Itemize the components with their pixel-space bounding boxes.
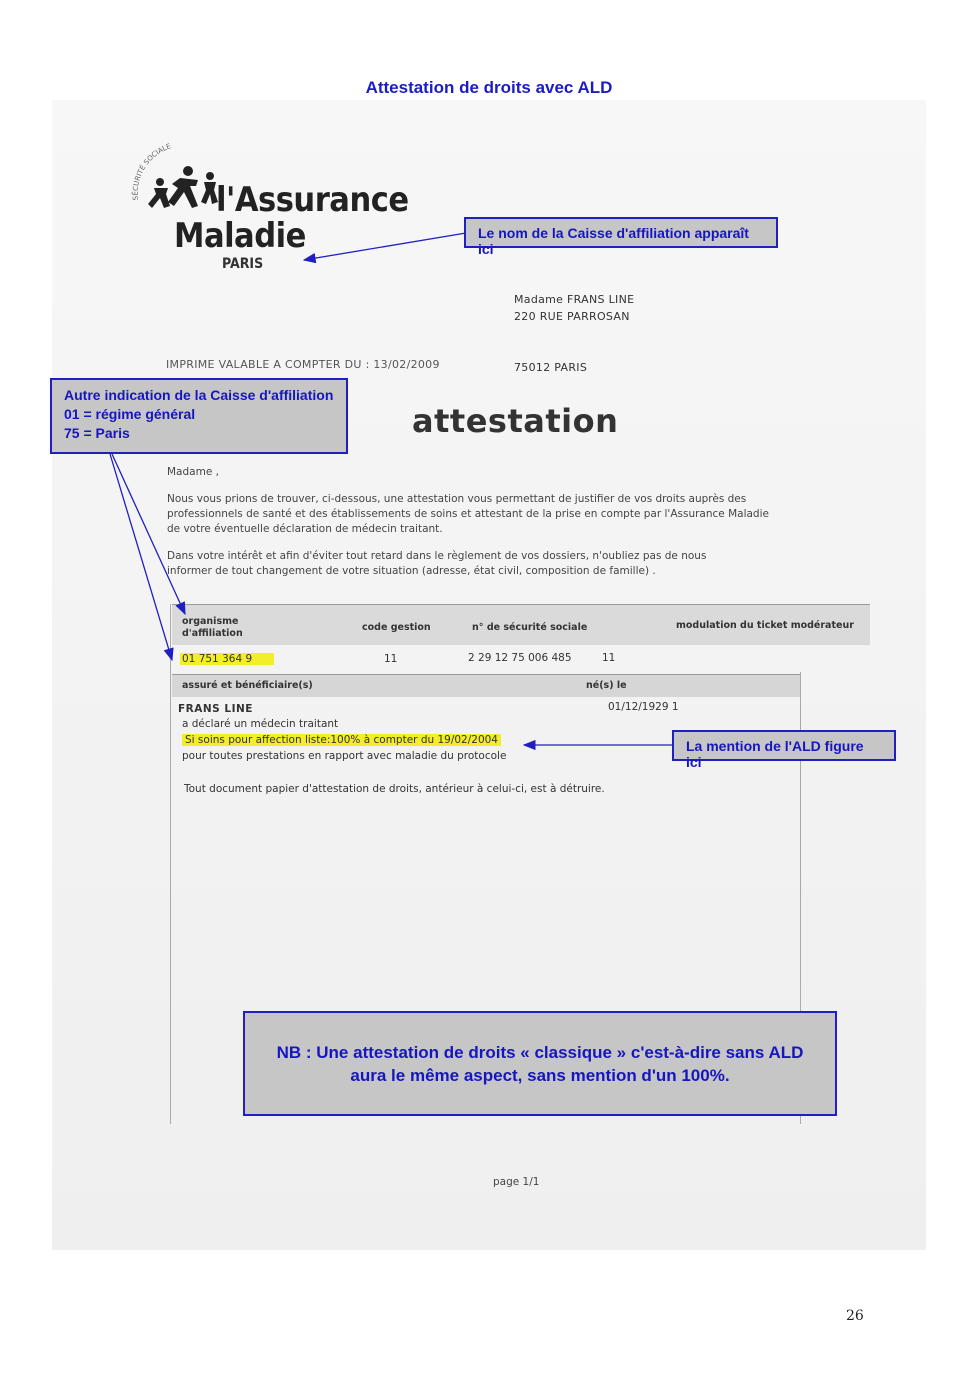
header-ne-le: né(s) le (586, 680, 627, 691)
logo-line2: Maladie (174, 216, 306, 256)
beneficiary-birthdate: 01/12/1929 1 (608, 701, 679, 713)
paragraph-1-line: Nous vous prions de trouver, ci-dessous, une attestation vous permettant de justifier de vos droits auprès des (167, 493, 747, 505)
paragraph-2-line: Dans votre intérêt et afin d'éviter tout retard dans le règlement de vos dossiers, n'oubliez pas de nous (167, 550, 707, 562)
scan-page-label: page 1/1 (493, 1176, 540, 1188)
beneficiary-name: FRANS LINE (178, 703, 253, 715)
assurance-maladie-logo (130, 140, 409, 280)
paragraph-1 (167, 492, 817, 537)
annotation-caisse-code-line1: Autre indication de la Caisse d'affiliation (64, 387, 334, 403)
annotation-caisse-code (50, 378, 348, 454)
logo-city: PARIS (222, 256, 264, 272)
ald-mention: Si soins pour affection liste:100% à compter du 19/02/2004 (182, 734, 501, 746)
annotation-caisse-code-line3: 75 = Paris (64, 425, 130, 441)
page-number: 26 (846, 1308, 864, 1324)
header-securite-sociale: n° de sécurité sociale (472, 622, 588, 633)
validity-date: IMPRIME VALABLE A COMPTER DU : 13/02/2009 (166, 358, 440, 371)
annotation-ald (672, 730, 896, 770)
paragraph-2-line: informer de tout changement de votre situation (adresse, état civil, composition de famille) . (167, 565, 656, 577)
nb-note-line2: aura le même aspect, sans mention d'un 100%. (350, 1066, 730, 1085)
document-title: attestation (412, 402, 619, 440)
medecin-traitant: a déclaré un médecin traitant (182, 718, 339, 730)
securite-sociale-value: 2 29 12 75 006 485 (468, 652, 572, 664)
nb-note-line1: NB : Une attestation de droits « classique » c'est-à-dire sans ALD (276, 1043, 804, 1062)
paragraph-1-line: de votre éventuelle déclaration de médecin traitant. (167, 523, 443, 535)
header-modulation: modulation du ticket modérateur (676, 620, 854, 631)
recipient-name: Madame FRANS LINE (514, 293, 635, 306)
svg-text:SÉCURITÉ SOCIALE: SÉCURITÉ SOCIALE (131, 142, 172, 201)
paragraph-2 (167, 549, 787, 579)
header-organisme (182, 616, 243, 640)
header-assure: assuré et bénéficiaire(s) (182, 680, 313, 691)
logo-line1: l'Assurance (216, 180, 409, 220)
paragraph-1-line: professionnels de santé et des établissements de soins et attestant de la prise en compte par l'Assurance Maladie (167, 508, 769, 520)
page-title: Attestation de droits avec ALD (365, 78, 613, 97)
annotation-caisse-name (464, 217, 778, 257)
header-organisme-line: organisme (182, 616, 239, 627)
nb-note-box (243, 1011, 837, 1116)
greeting: Madame , (167, 466, 219, 478)
table-left-border (170, 604, 171, 1124)
recipient-street: 220 RUE PARROSAN (514, 310, 630, 323)
securite-sociale-key: 11 (602, 652, 616, 664)
protocole-line: pour toutes prestations en rapport avec maladie du protocole (182, 750, 507, 762)
annotation-ald-text: La mention de l'ALD figure ici (686, 738, 864, 770)
code-gestion-value: 11 (384, 653, 398, 665)
organisme-value: 01 751 364 9 (180, 653, 274, 665)
header-organisme-line: d'affiliation (182, 628, 243, 639)
header-code-gestion: code gestion (362, 622, 431, 633)
dancing-figures-icon (144, 162, 224, 222)
annotation-caisse-code-line2: 01 = régime général (64, 406, 196, 422)
recipient-city: 75012 PARIS (514, 361, 588, 374)
destroy-notice: Tout document papier d'attestation de droits, antérieur à celui-ci, est à détruire. (184, 783, 605, 795)
annotation-caisse-name-text: Le nom de la Caisse d'affiliation apparaît ici (478, 225, 749, 257)
